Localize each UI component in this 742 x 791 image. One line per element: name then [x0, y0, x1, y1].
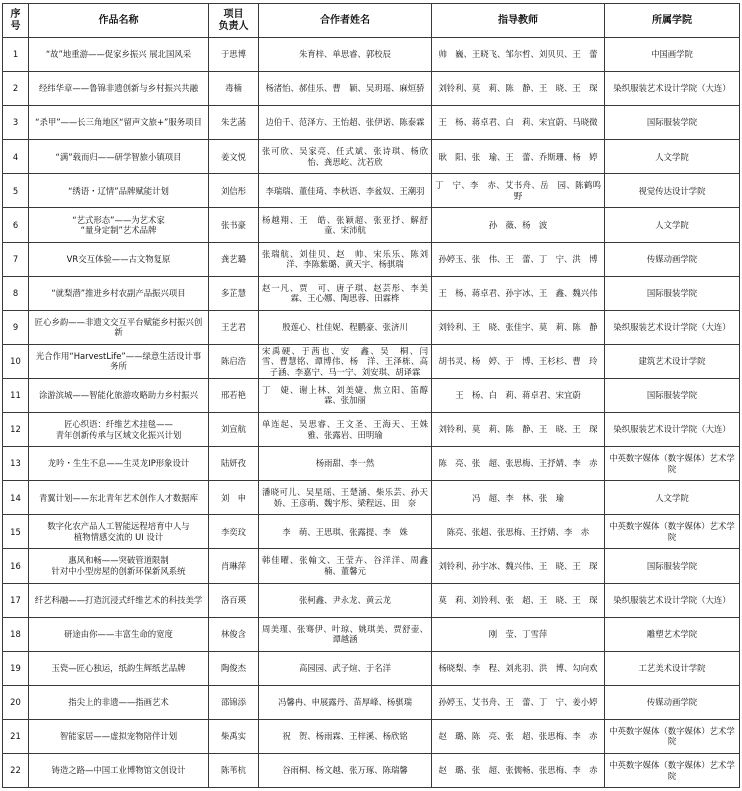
cell-college: 中英数字媒体（数字媒体）艺术学院	[605, 515, 740, 549]
cell-leader: 柴禹实	[209, 719, 259, 753]
table-row	[3, 515, 740, 549]
cell-teachers: 冯 超、李 林、张 瑜	[432, 481, 605, 515]
cell-work: 指尖上的非遗——指画艺术	[29, 685, 209, 719]
cell-no: 4	[3, 140, 29, 174]
table-row	[3, 481, 740, 515]
cell-no: 1	[3, 38, 29, 72]
cell-work: 涂游滨城——智能化旅游攻略助力乡村振兴	[29, 378, 209, 412]
cell-teachers: 孙婷玉、张 伟、王 蕾、丁 宁、洪 博	[432, 242, 605, 276]
cell-leader: 陶俊杰	[209, 651, 259, 685]
cell-teachers: 陈 亮、张 超、张思梅、王抒婧、李 赤	[432, 447, 605, 481]
cell-leader: 刘信彤	[209, 174, 259, 208]
cell-college: 染织服装艺术设计学院（大连）	[605, 413, 740, 447]
cell-leader: 刘 申	[209, 481, 259, 515]
cell-teachers: 孙 薇、杨 波	[432, 208, 605, 242]
cell-college: 工艺美术设计学院	[605, 651, 740, 685]
cell-no: 2	[3, 72, 29, 106]
cell-partners: 祝 贺、杨雨霖、王梓溪、杨欣铭	[259, 719, 432, 753]
cell-college: 国际服装学院	[605, 378, 740, 412]
table-row	[3, 276, 740, 310]
cell-leader: 肖琳萍	[209, 549, 259, 583]
cell-no: 8	[3, 276, 29, 310]
table-row	[3, 413, 740, 447]
cell-work: 经纬华章——鲁锦非遗创新与乡村振兴共融	[29, 72, 209, 106]
document-page	[2, 3, 740, 788]
cell-partners: 殷莲心、杜佳妮、程鹏豪、张济川	[259, 310, 432, 344]
cell-work: 铸造之路—中国工业博物馆文创设计	[29, 753, 209, 787]
table-row	[3, 208, 740, 242]
cell-partners: 张瑞航、刘佳贝、赵 帅、宋乐乐、陈刘洋、李陈紫璐、黄天宇、杨骐瑞	[259, 242, 432, 276]
header-no: 序号	[3, 4, 29, 38]
cell-no: 22	[3, 753, 29, 787]
cell-teachers: 王 杨、白 莉、蒋卓君、宋宜蔚	[432, 378, 605, 412]
cell-college: 人文学院	[605, 208, 740, 242]
cell-no: 17	[3, 583, 29, 617]
cell-partners: 潘晓可儿、吴星瑶、王楚涵、柴乐芸、孙天娇、王彦萌、魏宇彤、梁程远、田 奈	[259, 481, 432, 515]
cell-leader: 林俊含	[209, 617, 259, 651]
table-row	[3, 583, 740, 617]
table-row	[3, 174, 740, 208]
cell-leader: 龚艺璐	[209, 242, 259, 276]
cell-partners: 李 萌、王思琪、张露提、李 姝	[259, 515, 432, 549]
cell-partners: 杨雨甜、李一然	[259, 447, 432, 481]
cell-leader: 李奕玟	[209, 515, 259, 549]
cell-no: 6	[3, 208, 29, 242]
cell-college: 传媒动画学院	[605, 685, 740, 719]
header-partners: 合作者姓名	[259, 4, 432, 38]
cell-teachers: 杨晓梨、李 程、刘兆羽、洪 博、勾向欢	[432, 651, 605, 685]
cell-college: 国际服装学院	[605, 106, 740, 140]
cell-teachers: 赵 璐、张 超、张儒畅、张思梅、李 赤	[432, 753, 605, 787]
cell-college: 中英数字媒体（数字媒体）艺术学院	[605, 719, 740, 753]
cell-partners: 高园园、武子煊、于名洋	[259, 651, 432, 685]
header-row	[3, 4, 740, 38]
cell-college: 染织服装艺术设计学院（大连）	[605, 72, 740, 106]
cell-teachers: 王 杨、蒋卓君、白 莉、宋宜蔚、马晓微	[432, 106, 605, 140]
cell-no: 10	[3, 344, 29, 378]
cell-teachers: 刚 莹、丁雪萍	[432, 617, 605, 651]
cell-teachers: 王 杨、蒋卓君、孙宇冰、王 鑫、魏兴伟	[432, 276, 605, 310]
cell-college: 中英数字媒体（数字媒体）艺术学院	[605, 753, 740, 787]
table-row	[3, 242, 740, 276]
cell-teachers: 胡书灵、杨 婷、于 博、王杉杉、曹 玲	[432, 344, 605, 378]
cell-no: 9	[3, 310, 29, 344]
cell-college: 传媒动画学院	[605, 242, 740, 276]
cell-teachers: 刘铃利、王 晓、张佳宇、莫 莉、陈 静	[432, 310, 605, 344]
cell-college: 视觉传达设计学院	[605, 174, 740, 208]
cell-leader: 邵锦添	[209, 685, 259, 719]
table-row	[3, 106, 740, 140]
cell-no: 16	[3, 549, 29, 583]
cell-leader: 多芷慧	[209, 276, 259, 310]
cell-leader: 陈启浩	[209, 344, 259, 378]
cell-leader: 陆妍孜	[209, 447, 259, 481]
cell-partners: 杨渚怡、郝佳乐、曹 颖、吴玥瑶、麻烜骄	[259, 72, 432, 106]
cell-leader: 刘宣航	[209, 413, 259, 447]
cell-partners: 朱育梓、单思睿、郭校辰	[259, 38, 432, 72]
cell-no: 14	[3, 481, 29, 515]
cell-leader: 陈苇杭	[209, 753, 259, 787]
cell-partners: 冯馨冉、申展露丹、苗厚峰、杨骐瑞	[259, 685, 432, 719]
table-row	[3, 310, 740, 344]
cell-work: “就梨潜”推进乡村农副产品振兴项目	[29, 276, 209, 310]
cell-no: 15	[3, 515, 29, 549]
cell-work: 研途由你——丰富生命的宽度	[29, 617, 209, 651]
cell-college: 人文学院	[605, 140, 740, 174]
cell-no: 19	[3, 651, 29, 685]
cell-college: 雕塑艺术学院	[605, 617, 740, 651]
cell-no: 12	[3, 413, 29, 447]
cell-partners: 宋禹硬、于茜也、安 鑫、吴 桐、闫 雪、曹慧铭、谭博伟、杨 洋、王泽栋、高子涵、李嘉宁、马一宁、刘安琪、胡译霖	[259, 344, 432, 378]
cell-no: 18	[3, 617, 29, 651]
cell-work: 青翼计划——东北青年艺术创作人才数据库	[29, 481, 209, 515]
table-row	[3, 72, 740, 106]
cell-leader: 洛百瑛	[209, 583, 259, 617]
cell-work: “满”载而归——研学智旅小镇项目	[29, 140, 209, 174]
table-row	[3, 719, 740, 753]
table-row	[3, 617, 740, 651]
project-table	[2, 3, 740, 788]
table-header	[3, 4, 740, 38]
table-row	[3, 685, 740, 719]
cell-partners: 韩佳曜、张翰文、王莹卉、谷洋洋、周鑫楠、董馨元	[259, 549, 432, 583]
header-leader: 项目 负责人	[209, 4, 259, 38]
cell-college: 染织服装艺术设计学院（大连）	[605, 310, 740, 344]
cell-work: “故”地重游——促家乡振兴 展北国风采	[29, 38, 209, 72]
table-row	[3, 447, 740, 481]
cell-leader: 张书豪	[209, 208, 259, 242]
cell-work: 数字化农产品人工智能远程培育中人与 植物情感交流的 UI 设计	[29, 515, 209, 549]
table-row	[3, 38, 740, 72]
cell-no: 20	[3, 685, 29, 719]
cell-teachers: 孙婷玉、艾书舟、王 蕾、丁 宁、姜小婷	[432, 685, 605, 719]
table-row	[3, 651, 740, 685]
cell-partners: 赵一凡、贾 可、唐子琪、赵芸彤、李美霖、王心娜、陶思蓉、田霖桦	[259, 276, 432, 310]
cell-work: 玉瓷—匠心独运，纸韵生辉纸艺品牌	[29, 651, 209, 685]
cell-work: “绣语・辽情”品牌赋能计划	[29, 174, 209, 208]
cell-work: 龙吟・生生不息——生灵龙IP形象设计	[29, 447, 209, 481]
cell-work: 智能家居——虚拟宠物陪伴计划	[29, 719, 209, 753]
cell-work: 纤艺科融——打造沉浸式纤维艺术的科技美学	[29, 583, 209, 617]
cell-college: 染织服装艺术设计学院（大连）	[605, 583, 740, 617]
cell-partners: 张可欣、吴家亮、任式斌、张诗琪、杨欣怡、龚思屹、沈若欣	[259, 140, 432, 174]
cell-leader: 王艺君	[209, 310, 259, 344]
cell-teachers: 刘铃利、孙宇冰、魏兴伟、王 晓、王 琛	[432, 549, 605, 583]
cell-college: 中国画学院	[605, 38, 740, 72]
table-row	[3, 753, 740, 787]
cell-college: 中英数字媒体（数字媒体）艺术学院	[605, 447, 740, 481]
cell-no: 7	[3, 242, 29, 276]
cell-work: 惠风和畅——突破管道限制 针对中小型房屋的创新环保新风系统	[29, 549, 209, 583]
table-row	[3, 140, 740, 174]
cell-partners: 单连起、吴思睿、王文圣、王海天、王姝雅、张露岩、田明瑜	[259, 413, 432, 447]
cell-leader: 邢若艳	[209, 378, 259, 412]
cell-partners: 杨越翔、王 皓、张颖超、张亚抒、解舒童、宋沛航	[259, 208, 432, 242]
cell-work: 匠心织语：纤维艺术挂毯—— 青年创新传承与区域文化振兴计划	[29, 413, 209, 447]
cell-teachers: 赵 璐、陈 亮、张 超、张思梅、李 赤	[432, 719, 605, 753]
cell-partners: 张柯鑫、尹永龙、黄云龙	[259, 583, 432, 617]
table-row	[3, 344, 740, 378]
table-row	[3, 378, 740, 412]
cell-no: 5	[3, 174, 29, 208]
cell-work: “杀甲”——长三角地区“留声文旅+”服务项目	[29, 106, 209, 140]
cell-teachers: 帅 巍、王晓飞、邹尔哲、刘贝贝、王 蕾	[432, 38, 605, 72]
cell-partners: 周美瑾、张骞伊、叶琼、姚琪美、贾舒壶、谭越涵	[259, 617, 432, 651]
header-college: 所属学院	[605, 4, 740, 38]
cell-work: “艺式形态”——为艺术家 “量身定制”艺术品牌	[29, 208, 209, 242]
cell-partners: 李瑞瑞、董佳琦、李秋语、李盆奴、王潮羽	[259, 174, 432, 208]
cell-no: 11	[3, 378, 29, 412]
cell-no: 3	[3, 106, 29, 140]
cell-teachers: 刘铃利、莫 莉、陈 静、王 晓、王 琛	[432, 413, 605, 447]
cell-leader: 朱艺菡	[209, 106, 259, 140]
cell-work: VR交互体验——古文物复原	[29, 242, 209, 276]
cell-work: 匠心乡韵——非遗文交互平台赋能乡村振兴创新	[29, 310, 209, 344]
cell-teachers: 刘铃利、莫 莉、陈 静、王 晓、王 琛	[432, 72, 605, 106]
table-body	[3, 38, 740, 788]
header-work: 作品名称	[29, 4, 209, 38]
cell-college: 人文学院	[605, 481, 740, 515]
cell-teachers: 莫 莉、刘铃利、张 超、王 晓、王 琛	[432, 583, 605, 617]
cell-teachers: 陈亮、张超、张思梅、王抒婧、李 赤	[432, 515, 605, 549]
table-row	[3, 549, 740, 583]
cell-leader: 于思博	[209, 38, 259, 72]
cell-leader: 毒楠	[209, 72, 259, 106]
cell-partners: 边伯千、范泽方、王怡超、张伊诺、陈泰霖	[259, 106, 432, 140]
cell-work: 光合作用“HarvestLife”——绿意生活设计事务所	[29, 344, 209, 378]
header-teachers: 指导教师	[432, 4, 605, 38]
cell-college: 国际服装学院	[605, 549, 740, 583]
cell-no: 21	[3, 719, 29, 753]
cell-college: 国际服装学院	[605, 276, 740, 310]
cell-teachers: 耿 阳、张 瑜、王 蕾、乔斯珊、杨 婷	[432, 140, 605, 174]
cell-leader: 姜文悦	[209, 140, 259, 174]
cell-partners: 谷雨桐、杨文越、张万琢、陈瑞馨	[259, 753, 432, 787]
cell-partners: 丁 婕、谢上林、刘美婕、焦立阳、笛醇霖、张加丽	[259, 378, 432, 412]
cell-teachers: 丁 宁、李 赤、艾书舟、岳 园、陈鹤鸣野	[432, 174, 605, 208]
cell-no: 13	[3, 447, 29, 481]
cell-college: 建筑艺术设计学院	[605, 344, 740, 378]
